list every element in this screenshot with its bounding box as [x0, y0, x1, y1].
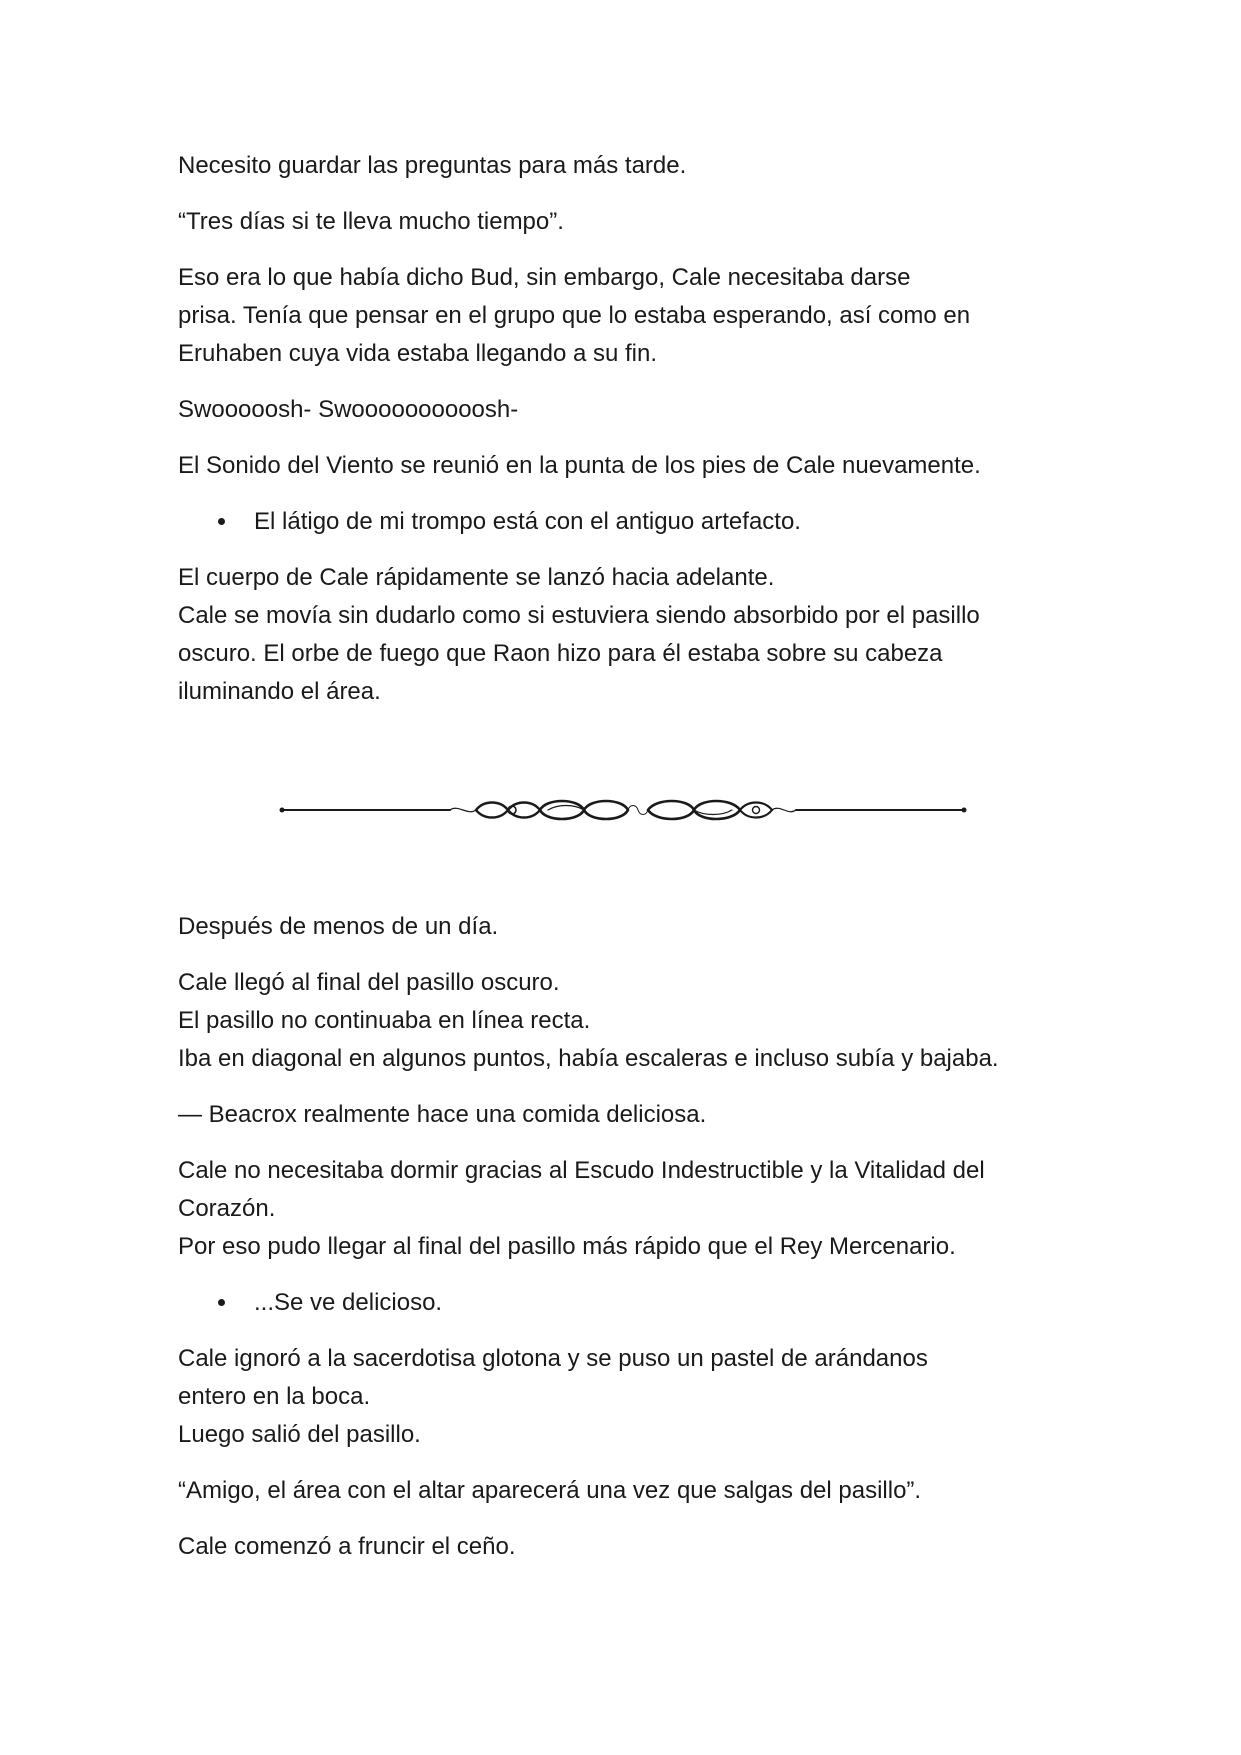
- paragraph: [178, 559, 1078, 711]
- paragraph: [178, 1528, 1078, 1566]
- text-line: prisa. Tenía que pensar en el grupo que lo estaba esperando, así como en: [178, 302, 971, 329]
- paragraph: [178, 447, 1078, 485]
- text-line: oscuro. El orbe de fuego que Raon hizo para él estaba sobre su cabeza: [178, 640, 943, 667]
- paragraph: [178, 203, 1078, 241]
- text-line: “Tres días si te lleva mucho tiempo”.: [178, 208, 564, 235]
- text-line: Por eso pudo llegar al final del pasillo más rápido que el Rey Mercenario.: [178, 1233, 956, 1260]
- paragraph: [178, 259, 1078, 373]
- text-line: Eso era lo que había dicho Bud, sin embargo, Cale necesitaba darse: [178, 264, 911, 291]
- list-item: [218, 1284, 442, 1322]
- paragraph: [178, 1472, 1078, 1510]
- paragraph: [178, 1096, 1078, 1134]
- text-line: Cale ignoró a la sacerdotisa glotona y se puso un pastel de arándanos: [178, 1345, 928, 1372]
- text-line: Cale llegó al final del pasillo oscuro.: [178, 969, 560, 996]
- text-line: Necesito guardar las preguntas para más tarde.: [178, 152, 687, 179]
- list-item: [218, 503, 801, 541]
- text-line: Iba en diagonal en algunos puntos, había escaleras e incluso subía y bajaba.: [178, 1045, 999, 1072]
- text-line: entero en la boca.: [178, 1383, 371, 1410]
- text-line: Después de menos de un día.: [178, 913, 499, 940]
- text-line: El cuerpo de Cale rápidamente se lanzó hacia adelante.: [178, 564, 775, 591]
- text-line: Luego salió del pasillo.: [178, 1421, 421, 1448]
- text-line: El Sonido del Viento se reunió en la punta de los pies de Cale nuevamente.: [178, 452, 981, 479]
- text-line: Eruhaben cuya vida estaba llegando a su fin.: [178, 340, 658, 367]
- list-item-text: ...Se ve delicioso.: [254, 1289, 443, 1316]
- paragraph: [178, 908, 1078, 946]
- text-line: Cale se movía sin dudarlo como si estuviera siendo absorbido por el pasillo: [178, 602, 980, 629]
- paragraph: [178, 964, 1078, 1078]
- paragraph: [178, 147, 1078, 185]
- text-line: — Beacrox realmente hace una comida deliciosa.: [178, 1101, 707, 1128]
- text-line: El pasillo no continuaba en línea recta.: [178, 1007, 591, 1034]
- paragraph: [178, 391, 1078, 429]
- paragraph: [178, 1340, 1078, 1454]
- text-line: Swooooosh- Swoooooooooosh-: [178, 396, 519, 423]
- text-line: Cale comenzó a fruncir el ceño.: [178, 1533, 516, 1560]
- flourish-divider-icon: [278, 790, 968, 830]
- bullet-icon: [218, 518, 225, 525]
- text-line: Corazón.: [178, 1195, 276, 1222]
- text-line: “Amigo, el área con el altar aparecerá una vez que salgas del pasillo”.: [178, 1477, 922, 1504]
- list-item-text: El látigo de mi trompo está con el antiguo artefacto.: [254, 508, 801, 535]
- text-line: iluminando el área.: [178, 678, 381, 705]
- text-line: Cale no necesitaba dormir gracias al Escudo Indestructible y la Vitalidad del: [178, 1157, 985, 1184]
- paragraph: [178, 1152, 1078, 1266]
- bullet-icon: [218, 1299, 225, 1306]
